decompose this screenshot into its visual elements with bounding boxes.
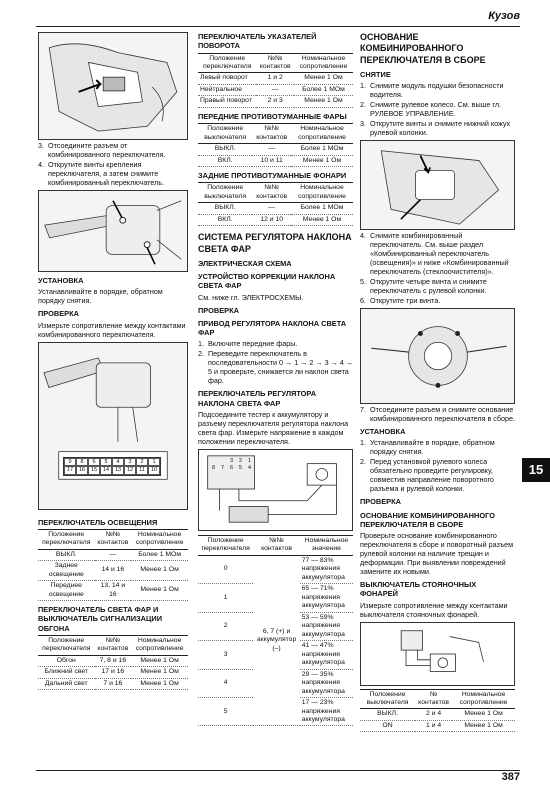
section-title: ОСНОВАНИЕ КОМБИНИРОВАННОГО ПЕРЕКЛЮЧАТЕЛЯ В СБОРЕ <box>360 32 486 65</box>
install-heading: УСТАНОВКА <box>38 276 84 285</box>
turn-switch-table <box>198 53 353 108</box>
list-item <box>38 141 188 159</box>
check-heading: ПРОВЕРКА <box>360 497 401 507</box>
figure-park-switch-drawing <box>361 623 514 685</box>
table-header-row <box>38 635 188 655</box>
table-cell: Менее 1 Ом <box>452 720 515 731</box>
figure-connector-removal <box>38 32 188 140</box>
step-text: Перед установкой рулевого колеса обязательно проведите регулировку, совместив направление поворотного разъема и рулевой колонки. <box>370 457 494 494</box>
pin-label: 3 <box>124 458 136 467</box>
connector-pinout <box>63 457 161 477</box>
table-header: Положение переключателя <box>198 535 253 555</box>
list-item <box>38 160 188 187</box>
figure-park-switch <box>360 622 515 686</box>
figure-column-cover <box>360 140 515 230</box>
pin-label: 10 <box>148 466 160 475</box>
table-cell: 7 и 16 <box>95 678 132 689</box>
step-number: 1. <box>360 438 366 448</box>
list-item <box>360 438 515 456</box>
column-2 <box>198 32 353 729</box>
table-cell: 7, 8 и 16 <box>95 655 132 666</box>
header-rule <box>36 26 520 27</box>
table-row <box>38 678 188 689</box>
table-cell-contacts: 6, 7 (+) и аккумулятор (–) <box>253 555 299 726</box>
check-heading: ПРОВЕРКА <box>38 309 79 319</box>
step-number: 2. <box>360 457 366 467</box>
pin-label: 5 <box>100 458 112 467</box>
step-text: Снимите модуль подушки безопасности водителя. <box>370 81 504 99</box>
pin-label: 11 <box>136 466 148 475</box>
table-row <box>198 555 353 583</box>
front-fog-table <box>198 123 353 167</box>
step-number: 3. <box>360 119 366 128</box>
step-text: Открутите винты крепления переключателя, а затем снимите комбинированный переключатель. <box>48 160 165 187</box>
table-header: Положение выключателя <box>360 689 415 709</box>
table-header: Номинальное сопротивление <box>131 635 188 655</box>
table-cell: Более 1 МОм <box>294 84 353 95</box>
table-header: № контактов <box>415 689 452 709</box>
table-cell: 1 и 4 <box>415 720 452 731</box>
check-heading: ПРОВЕРКА <box>198 305 239 315</box>
table-header-row <box>38 529 188 549</box>
header-title: Кузов <box>488 10 520 22</box>
list-item <box>198 339 353 348</box>
removal-steps-a <box>360 81 515 137</box>
step-text: Включите передние фары. <box>208 339 298 349</box>
step-text: Открутите три винта. <box>370 296 441 305</box>
table-cell: 29 — 35% напряжения аккумулятора <box>300 669 353 697</box>
table-header: Номинальное сопротивление <box>131 529 188 549</box>
table-cell: ВЫКЛ. <box>38 549 95 560</box>
pin-label: 4 <box>247 464 252 471</box>
pin-label: 16 <box>76 466 88 475</box>
table-cell: 5 <box>198 698 253 726</box>
table-cell: Менее 1 Ом <box>294 96 353 107</box>
table-cell: 3 <box>198 641 253 669</box>
list-item <box>360 81 515 99</box>
device-heading: УСТРОЙСТВО КОРРЕКЦИИ НАКЛОНА СВЕТА ФАР <box>198 272 336 291</box>
table-cell: 0 <box>198 555 253 583</box>
table-row <box>38 561 188 581</box>
drive-heading: ПРИВОД РЕГУЛЯТОРА НАКЛОНА СВЕТА ФАР <box>198 318 347 338</box>
table-row <box>198 214 353 225</box>
footer-rule <box>36 770 520 771</box>
removal-steps-b <box>360 231 515 305</box>
table-cell: ВЫКЛ. <box>198 144 252 155</box>
figure-combined-switch-drawing <box>39 343 187 509</box>
table-header-row <box>198 183 353 203</box>
table-header: №№ контактов <box>95 529 132 549</box>
table-cell: 1 и 2 <box>256 73 294 84</box>
table-header: №№ контактов <box>252 183 291 203</box>
step-number: 5. <box>360 277 366 286</box>
front-fog-title: ПЕРЕДНИЕ ПРОТИВОТУМАННЫЕ ФАРЫ <box>198 111 347 121</box>
install-text: Устанавливайте в порядке, обратном порядку снятия. <box>38 287 163 306</box>
park-text: Измерьте сопротивление между контактами выключателя стояночных фонарей. <box>360 600 508 619</box>
step-number: 6. <box>360 296 366 305</box>
section-tab: 15 <box>522 458 550 482</box>
table-header: №№ контактов <box>253 535 299 555</box>
pin-label: 13 <box>112 466 124 475</box>
table-cell: 10 и 11 <box>252 155 291 166</box>
table-header-row <box>360 689 515 709</box>
steps-list-a <box>38 141 188 187</box>
table-row <box>198 155 353 166</box>
step-number: 7. <box>360 405 366 414</box>
install-steps <box>360 438 515 493</box>
step-text: Снимите рулевое колесо. См. выше гл. РУЛЕВОЕ УПРАВЛЕНИЕ. <box>370 100 502 118</box>
table-header: Положение переключателя <box>38 529 95 549</box>
list-item <box>198 349 353 385</box>
table-row <box>198 144 353 155</box>
base-heading: ОСНОВАНИЕ КОМБИНИРОВАННОГО ПЕРЕКЛЮЧАТЕЛЯ В СБОРЕ <box>360 510 495 529</box>
table-cell: — <box>256 84 294 95</box>
install-heading: УСТАНОВКА <box>360 427 406 436</box>
table-cell: 1 <box>198 584 253 612</box>
table-header: №№ контактов <box>256 53 294 73</box>
list-item <box>360 457 515 493</box>
table-cell: ВЫКЛ. <box>360 709 415 720</box>
step-text: Устанавливайте в порядке, обратном порядку снятия. <box>370 438 495 457</box>
step-text: Открутите четыре винта и снимите переключатель с рулевой колонки. <box>370 277 487 295</box>
table-cell: 17 — 23% напряжения аккумулятора <box>300 698 353 726</box>
table-cell: Менее 1 Ом <box>291 214 353 225</box>
pin-label: 6 <box>229 464 234 471</box>
figure-switch-screws <box>38 190 188 272</box>
step-number: 4. <box>38 160 44 169</box>
table-header: Номинальное сопротивление <box>452 689 515 709</box>
pin-label: 15 <box>88 466 100 475</box>
pin-label: 8 <box>76 458 88 467</box>
pin-label: 17 <box>64 466 76 475</box>
table-cell: Менее 1 Ом <box>452 709 515 720</box>
table-cell: — <box>252 144 291 155</box>
figure-column-cover-drawing <box>361 141 514 229</box>
step-text: Снимите комбинированный переключатель. См. выше раздел «Комбинированный переключатель (освещения)» и ниже «Комбинированный переключатель (стеклоочистителя)». <box>370 231 509 276</box>
table-header: Номинальное значение <box>300 535 353 555</box>
table-header-row <box>198 124 353 144</box>
table-cell: Ближний свет <box>38 667 95 678</box>
reg-switch-text: Подсоедините тестер к аккумулятору и разъему переключателя регулятора наклона света фар. Измерьте напряжение в каждом положении переключателя. <box>198 409 349 446</box>
table-cell: Менее 1 Ом <box>131 561 188 581</box>
table-cell: ON <box>360 720 415 731</box>
table-cell: Более 1 МОм <box>291 144 353 155</box>
rear-fog-table <box>198 182 353 226</box>
list-item <box>360 100 515 118</box>
table-cell: 4 <box>198 669 253 697</box>
table-cell: Менее 1 Ом <box>131 667 188 678</box>
table-cell: — <box>252 203 291 214</box>
table-cell: — <box>95 549 132 560</box>
step-number: 2. <box>198 349 204 359</box>
table-cell: Менее 1 Ом <box>131 655 188 666</box>
pin-label: 9 <box>64 458 76 467</box>
voltage-table <box>198 535 353 727</box>
table-row <box>198 203 353 214</box>
table-cell: Переднее освещение <box>38 581 95 601</box>
park-heading: ВЫКЛЮЧАТЕЛЬ СТОЯНОЧНЫХ ФОНАРЕЙ <box>360 580 477 599</box>
step-text: Отсоедините разъем от комбинированного переключателя. <box>48 141 166 159</box>
list-item <box>360 231 515 276</box>
page-number: 387 <box>501 771 520 784</box>
table-header: №№ контактов <box>252 124 291 144</box>
removal-heading: СНЯТИЕ <box>360 69 391 79</box>
headlight-switch-title: ПЕРЕКЛЮЧАТЕЛЬ СВЕТА ФАР И ВЫКЛЮЧАТЕЛЬ СИГНАЛИЗАЦИИ ОБГОНА <box>38 605 163 633</box>
table-row <box>38 581 188 601</box>
step-number: 1. <box>360 81 366 90</box>
step-text: Открутите винты и снимите нижний кожух рулевой колонки. <box>370 119 511 137</box>
park-switch-table <box>360 689 515 733</box>
system-heading: СИСТЕМА РЕГУЛЯТОРА НАКЛОНА СВЕТА ФАР <box>198 232 352 254</box>
table-cell: 2 и 4 <box>415 709 452 720</box>
table-cell: 2 и 3 <box>256 96 294 107</box>
table-header: Номинальное сопротивление <box>291 124 353 144</box>
light-switch-table <box>38 529 188 601</box>
table-cell: ВЫКЛ. <box>198 203 252 214</box>
table-row <box>38 655 188 666</box>
table-cell: Правый поворот <box>198 96 256 107</box>
drive-steps <box>198 339 353 385</box>
reg-switch-heading: ПЕРЕКЛЮЧАТЕЛЬ РЕГУЛЯТОРА НАКЛОНА СВЕТА ФАР <box>198 389 317 408</box>
table-row <box>198 73 353 84</box>
table-cell: Менее 1 Ом <box>291 155 353 166</box>
step-number: 4. <box>360 231 366 240</box>
pin-label: 14 <box>100 466 112 475</box>
table-row <box>38 667 188 678</box>
table-cell: Более 1 МОм <box>291 203 353 214</box>
table-row <box>360 709 515 720</box>
pin-label: 6 <box>88 458 100 467</box>
light-switch-title: ПЕРЕКЛЮЧАТЕЛЬ ОСВЕЩЕНИЯ <box>38 517 158 527</box>
base-text: Проверьте основание комбинированного переключателя в сборе и поворотный разъем рулевой колонки на наличие трещин и деформации. При выявлении повреждений замените их новыми. <box>360 531 514 576</box>
table-cell: Более 1 МОм <box>131 549 188 560</box>
table-cell: 77 — 83% напряжения аккумулятора <box>300 555 353 583</box>
table-cell: ВКЛ. <box>198 155 252 166</box>
list-item <box>360 296 515 305</box>
table-cell: 12 и 10 <box>252 214 291 225</box>
table-header: Положение выключателя <box>198 183 252 203</box>
removal-steps-c <box>360 405 515 423</box>
table-cell: 41 — 47% напряжения аккумулятора <box>300 641 353 669</box>
table-cell: ВКЛ. <box>198 214 252 225</box>
table-row <box>38 549 188 560</box>
step-text: Переведите переключатель в последовательности 0 → 1 → 2 → 3 → 4 → 5 и проверьте, снижается ли наклон света фар. <box>208 349 353 386</box>
pin-label: 7 <box>220 464 225 471</box>
table-cell: Менее 1 Ом <box>131 581 188 601</box>
step-number: 2. <box>360 100 366 109</box>
pin-label: 5 <box>238 464 243 471</box>
table-cell: 53 — 59% напряжения аккумулятора <box>300 612 353 640</box>
check-text: Измерьте сопротивление между контактами комбинированного переключателя. <box>38 320 186 339</box>
pin-label: 3 <box>229 457 234 464</box>
table-cell: Нейтральное <box>198 84 256 95</box>
table-cell: Обгон <box>38 655 95 666</box>
figure-tester-circuit <box>198 449 353 531</box>
table-header-row <box>198 535 353 555</box>
pin-label: 4 <box>112 458 124 467</box>
table-header: Положение переключателя <box>38 635 95 655</box>
list-item <box>360 277 515 295</box>
figure-connector-removal-drawing <box>39 33 187 139</box>
pin-label: 12 <box>124 466 136 475</box>
table-row <box>198 96 353 107</box>
figure-switch-base-drawing <box>361 309 514 403</box>
table-row <box>360 720 515 731</box>
table-header: Номинальное сопротивление <box>294 53 353 73</box>
device-text: См. ниже гл. ЭЛЕКТРОСХЕМЫ. <box>198 292 304 302</box>
step-text: Отсоедините разъем и снимите основание комбинированного переключателя в сборе. <box>370 405 516 423</box>
pin-label: 1 <box>148 458 160 467</box>
table-cell: 2 <box>198 612 253 640</box>
table-header: №№ контактов <box>95 635 132 655</box>
table-cell: Левый поворот <box>198 73 256 84</box>
turn-switch-title: ПЕРЕКЛЮЧАТЕЛЬ УКАЗАТЕЛЕЙ ПОВОРОТА <box>198 32 317 51</box>
list-item <box>360 405 515 423</box>
table-cell: 65 — 71% напряжения аккумулятора <box>300 584 353 612</box>
table-header: Положение выключателя <box>198 124 252 144</box>
tester-connector-pinout <box>209 458 254 472</box>
figure-combined-switch <box>38 342 188 510</box>
pin-label: 1 <box>247 457 252 464</box>
column-1 <box>38 32 188 693</box>
electrical-heading: ЭЛЕКТРИЧЕСКАЯ СХЕМА <box>198 258 292 268</box>
figure-switch-base <box>360 308 515 404</box>
step-number: 1. <box>198 339 204 349</box>
table-cell: Заднее освещение <box>38 561 95 581</box>
table-cell: 17 и 16 <box>95 667 132 678</box>
table-header-row <box>198 53 353 73</box>
figure-switch-screws-drawing <box>39 191 187 271</box>
table-cell: Менее 1 Ом <box>131 678 188 689</box>
table-row <box>198 84 353 95</box>
list-item <box>360 119 515 137</box>
table-header: Положение переключателя <box>198 53 256 73</box>
rear-fog-title: ЗАДНИЕ ПРОТИВОТУМАННЫЕ ФОНАРИ <box>198 171 347 181</box>
table-cell: 13, 14 и 16 <box>95 581 132 601</box>
step-number: 3. <box>38 141 44 150</box>
pin-label: 8 <box>211 464 216 471</box>
table-cell: 14 и 16 <box>95 561 132 581</box>
table-header: Номинальное сопротивление <box>291 183 353 203</box>
pin-label: 2 <box>238 457 243 464</box>
column-3 <box>360 32 515 735</box>
headlight-switch-table <box>38 635 188 690</box>
pin-label: 2 <box>136 458 148 467</box>
table-cell: Менее 1 Ом <box>294 73 353 84</box>
table-cell: Дальний свет <box>38 678 95 689</box>
